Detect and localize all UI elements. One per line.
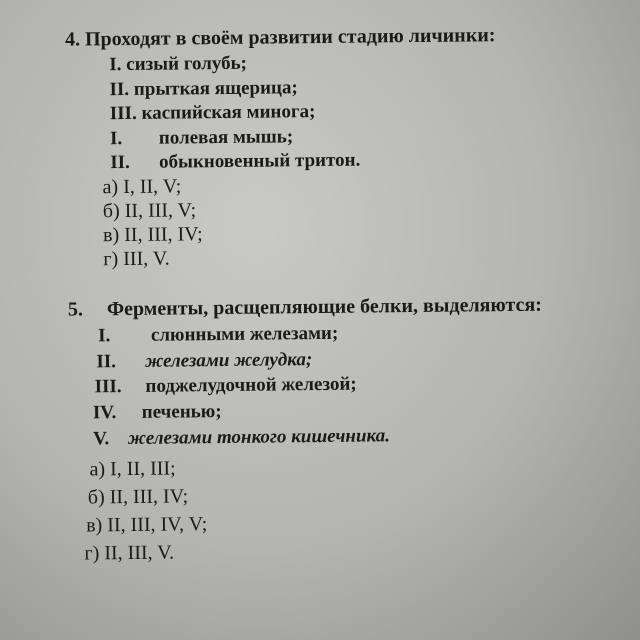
- option-numeral: III.: [94, 376, 122, 398]
- question-5-title: Ферменты, расщепляющие белки, выделяются:: [106, 293, 542, 321]
- question-4-option-5: [110, 150, 360, 175]
- option-text: железами желудка;: [145, 349, 313, 372]
- option-text: слюнными железами;: [150, 322, 339, 346]
- question-4-option-4: [110, 126, 293, 150]
- question-5-option-2: [96, 349, 312, 373]
- question-5-option-4: [93, 401, 222, 424]
- question-4-heading: [65, 24, 496, 52]
- option-numeral: III.: [109, 102, 137, 125]
- question-4-title: Проходят в своём развитии стадию личинки:: [84, 24, 496, 51]
- question-5-option-3: [95, 374, 357, 399]
- question-4-option-1: [109, 53, 247, 76]
- option-text: сизый голубь;: [126, 52, 248, 76]
- question-4-answer-d: г) III, V.: [103, 247, 170, 271]
- option-numeral: I.: [109, 54, 122, 76]
- question-5-option-1: [98, 323, 338, 348]
- question-5-number: 5.: [67, 298, 83, 321]
- option-numeral: IV.: [92, 402, 117, 424]
- question-5-answer-b: б) II, III, IV;: [87, 485, 189, 509]
- question-4-answer-b: б) II, III, V;: [102, 199, 197, 223]
- question-4-answer-a: а) I, II, V;: [102, 175, 182, 199]
- option-text: полевая мышь;: [158, 126, 294, 149]
- option-text: прыткая ящерица;: [133, 77, 298, 100]
- option-text: железами тонкого кишечника.: [127, 425, 391, 450]
- question-4-number: 4.: [64, 28, 81, 51]
- question-5-answer-a: а) I, II, III;: [89, 457, 176, 481]
- option-text: печенью;: [141, 401, 222, 423]
- option-text: поджелудочной железой;: [145, 373, 357, 397]
- option-numeral: II.: [96, 351, 117, 373]
- option-text: обыкновенный тритон.: [158, 149, 361, 173]
- question-5-answer-c: в) II, III, IV, V;: [86, 513, 208, 537]
- option-text: каспийская минога;: [141, 101, 316, 124]
- question-5-option-5: [93, 425, 390, 450]
- question-4-answer-c: в) II, III, IV;: [102, 223, 203, 247]
- option-numeral: V.: [93, 428, 110, 450]
- question-4-option-3: [110, 101, 316, 125]
- question-4-option-2: [109, 77, 297, 101]
- option-numeral: I.: [109, 128, 123, 150]
- question-5-heading: [68, 294, 542, 322]
- question-5-answer-d: г) II, III, V.: [84, 541, 175, 565]
- option-numeral: I.: [98, 325, 111, 347]
- option-numeral: II.: [110, 151, 130, 174]
- option-numeral: II.: [109, 78, 130, 101]
